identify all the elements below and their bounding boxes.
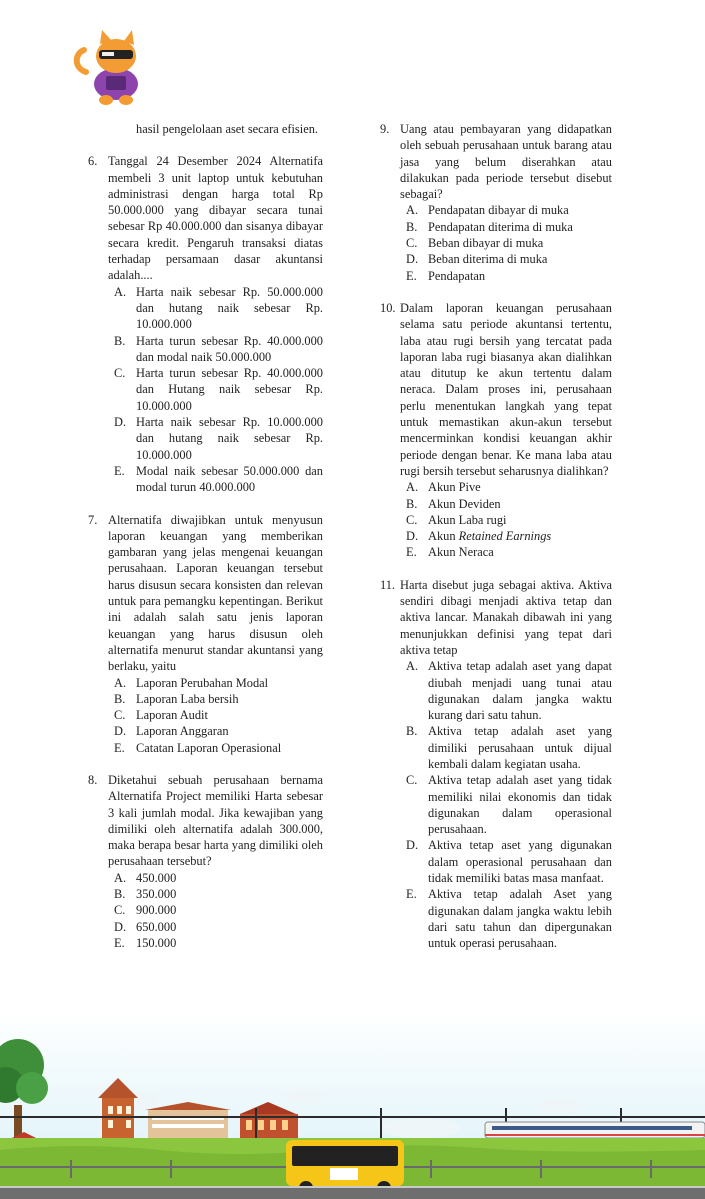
option-letter: C.	[114, 708, 126, 723]
option-c[interactable]	[88, 707, 323, 723]
option-e[interactable]	[380, 544, 612, 560]
option-letter: C.	[406, 512, 418, 527]
left-column	[88, 121, 323, 951]
option-letter: C.	[406, 236, 418, 251]
option-e[interactable]	[88, 463, 323, 496]
question-number: 10.	[380, 300, 396, 315]
question-number: 7.	[88, 512, 98, 527]
train-icon	[485, 1122, 705, 1138]
option-text: Pendapatan	[428, 268, 486, 283]
option-text: 900.000	[136, 903, 177, 918]
city-scene-illustration	[0, 1010, 705, 1199]
question-11	[380, 577, 612, 658]
option-b[interactable]	[88, 691, 323, 707]
option-letter: E.	[406, 268, 417, 283]
option-text: Aktiva tetap adalah Aset yang digunakan dalam jangka waktu lebih dari satu tahun dan dipergunakan untuk operasi perusahaan.	[428, 887, 612, 951]
option-text: Laporan Audit	[136, 708, 208, 723]
option-letter: A.	[114, 675, 127, 690]
option-d[interactable]	[380, 251, 612, 267]
question-7	[88, 512, 323, 675]
option-letter: A.	[114, 870, 127, 885]
option-text: Akun Neraca	[428, 545, 494, 560]
option-letter: D.	[406, 252, 419, 267]
option-letter: A.	[406, 480, 419, 495]
option-e[interactable]	[88, 740, 323, 756]
option-text: Akun Deviden	[428, 496, 501, 511]
option-a[interactable]	[380, 202, 612, 218]
option-text: Akun Laba rugi	[428, 512, 507, 527]
option-letter: E.	[114, 740, 125, 755]
option-text: Modal naik sebesar 50.000.000 dan modal turun 40.000.000	[136, 463, 323, 495]
option-text: Harta naik sebesar Rp. 50.000.000 dan hutang naik sebesar Rp. 10.000.000	[136, 284, 323, 332]
continued-option-text: hasil pengelolaan aset secara efisien.	[136, 122, 318, 136]
option-letter: B.	[406, 496, 418, 511]
option-e[interactable]	[88, 935, 323, 951]
option-letter: E.	[114, 463, 125, 478]
building-icon	[145, 1102, 231, 1140]
option-letter: D.	[114, 415, 127, 430]
option-letter: C.	[114, 366, 126, 381]
option-letter: B.	[114, 887, 126, 902]
option-b[interactable]	[380, 496, 612, 512]
option-b[interactable]	[380, 723, 612, 772]
option-a[interactable]	[380, 479, 612, 495]
option-e[interactable]	[380, 268, 612, 284]
option-letter: D.	[114, 724, 127, 739]
option-text: Pendapatan diterima di muka	[428, 219, 573, 234]
option-c[interactable]	[88, 902, 323, 918]
question-10	[380, 300, 612, 479]
option-text: Aktiva tetap adalah aset yang dimiliki perusahaan untuk dijual kembali dalam kegiatan usaha.	[428, 724, 612, 771]
option-text: Harta turun sebesar Rp. 40.000.000 dan modal naik 50.000.000	[136, 333, 323, 364]
option-a[interactable]	[88, 284, 323, 333]
option-text: 150.000	[136, 935, 177, 950]
option-text: Harta turun sebesar Rp. 40.000.000 dan Hutang naik sebesar Rp. 10.000.000	[136, 366, 323, 413]
option-letter: D.	[114, 919, 127, 934]
option-letter: B.	[114, 333, 126, 348]
option-d[interactable]	[88, 723, 323, 739]
question-6	[88, 153, 323, 283]
option-letter: C.	[406, 773, 418, 788]
question-text: Alternatifa diwajibkan untuk menyusun laporan keuangan yang memberikan gambaran yang jelas mengenai keuangan perusahaan. Laporan keuangan tersebut harus disusun secara konsisten dan relevan untuk para pemangku kepentingan. Berikut ini adalah salah satu jenis laporan keuangan yang harus disusun oleh alternatifa menurut standar akuntansi yang berlaku, yaitu	[108, 512, 323, 674]
question-number: 11.	[380, 577, 396, 592]
option-text: Pendapatan dibayar di muka	[428, 203, 569, 218]
option-text: Laporan Anggaran	[136, 724, 229, 739]
question-number: 6.	[88, 154, 98, 169]
question-9	[380, 121, 612, 202]
option-letter: B.	[406, 724, 418, 739]
option-text: 450.000	[136, 870, 177, 885]
option-c[interactable]	[380, 772, 612, 837]
option-a[interactable]	[88, 675, 323, 691]
question-number: 8.	[88, 772, 98, 787]
option-text	[428, 528, 612, 544]
option-b[interactable]	[88, 333, 323, 366]
option-c[interactable]	[380, 512, 612, 528]
question-text: Dalam laporan keuangan perusahaan selama satu periode akuntansi tertentu, laba atau rugi bersih yang tercatat pada laporan laba rugi biasanya akan dialihkan atau ditutup ke akun tertentu dalam neraca. Dalam proses ini, perusahaan perlu menentukan langkah yang tepat untuk memastikan akun-akun tersebut mencerminkan kondisi keuangan akhir periode dengan benar. Ke mana laba atau rugi bersih tersebut seharusnya dialihkan?	[400, 300, 612, 478]
option-text: Akun Pive	[428, 480, 481, 495]
option-text: 350.000	[136, 887, 177, 902]
option-d[interactable]	[88, 414, 323, 463]
option-text: Beban dibayar di muka	[428, 236, 544, 251]
option-text: Beban diterima di muka	[428, 252, 548, 267]
option-letter: A.	[406, 203, 419, 218]
option-letter: D.	[406, 529, 419, 544]
option-b[interactable]	[88, 886, 323, 902]
option-text-italic: Retained Earnings	[458, 529, 552, 544]
option-letter: B.	[406, 219, 418, 234]
question-text: Tanggal 24 Desember 2024 Alternatifa membeli 3 unit laptop untuk kebutuhan administrasi dengan harga total Rp 50.000.000 yang dibayar secara tunai sebesar Rp 40.000.000 dan sisanya dibayar secara kredit. Pengaruh transaksi diatas terhadap persamaan dasar akuntansi adalah....	[108, 154, 323, 283]
option-letter: E.	[114, 935, 125, 950]
option-letter: E.	[406, 545, 417, 560]
option-text: Aktiva tetap adalah aset yang tidak memiliki nilai ekonomis dan tidak digunakan dalam operasional perusahaan.	[428, 773, 612, 837]
option-text: Aktiva tetap adalah aset yang dapat diubah menjadi uang tunai atau digunakan dalam jangka waktu kurang dari satu tahun.	[428, 659, 612, 723]
option-d[interactable]	[88, 919, 323, 935]
question-8	[88, 772, 323, 870]
question-text: Uang atau pembayaran yang didapatkan oleh sebuah perusahaan untuk barang atau jasa yang belum diserahkan atau dilakukan pada periode tersebut disebut sebagai?	[400, 122, 612, 202]
option-c[interactable]	[88, 365, 323, 414]
question-text: Harta disebut juga sebagai aktiva. Aktiva sendiri dibagi menjadi aktiva tetap dan aktiva lancar. Manakah dibawah ini yang menunjukkan definisi yang tepat dari aktiva tetap	[400, 577, 612, 657]
option-letter: C.	[114, 903, 126, 918]
right-column	[380, 121, 612, 952]
option-text: Laporan Laba bersih	[136, 691, 239, 706]
option-a[interactable]	[380, 658, 612, 723]
option-letter: E.	[406, 887, 417, 902]
option-text: Laporan Perubahan Modal	[136, 675, 269, 690]
option-text: Aktiva tetap aset yang digunakan dalam operasional perusahaan dan tidak memiliki batas masa manfaat.	[428, 838, 612, 886]
option-letter: A.	[114, 284, 127, 299]
option-d[interactable]	[380, 528, 612, 544]
option-text: Harta naik sebesar Rp. 10.000.000 dan hutang naik sebesar Rp. 10.000.000	[136, 415, 323, 462]
question-text: Diketahui sebuah perusahaan bernama Alternatifa Project memiliki Harta sebesar 3 kali jumlah modal. Jika kewajiban yang dimiliki oleh alternatifa adalah 300.000, maka berapa besar harta yang dimiliki oleh perusahaan tersebut?	[108, 772, 323, 869]
option-b[interactable]	[380, 219, 612, 235]
cat-mascot-icon	[72, 28, 146, 108]
option-c[interactable]	[380, 235, 612, 251]
option-text: Catatan Laporan Operasional	[136, 740, 282, 755]
option-text: 650.000	[136, 919, 177, 934]
option-d[interactable]	[380, 837, 612, 886]
question-number: 9.	[380, 122, 390, 136]
option-a[interactable]	[88, 870, 323, 886]
option-text-plain: Akun	[428, 529, 459, 544]
option-letter: B.	[114, 691, 126, 706]
option-letter: D.	[406, 838, 419, 853]
option-e[interactable]	[380, 886, 612, 951]
option-letter: A.	[406, 659, 419, 674]
